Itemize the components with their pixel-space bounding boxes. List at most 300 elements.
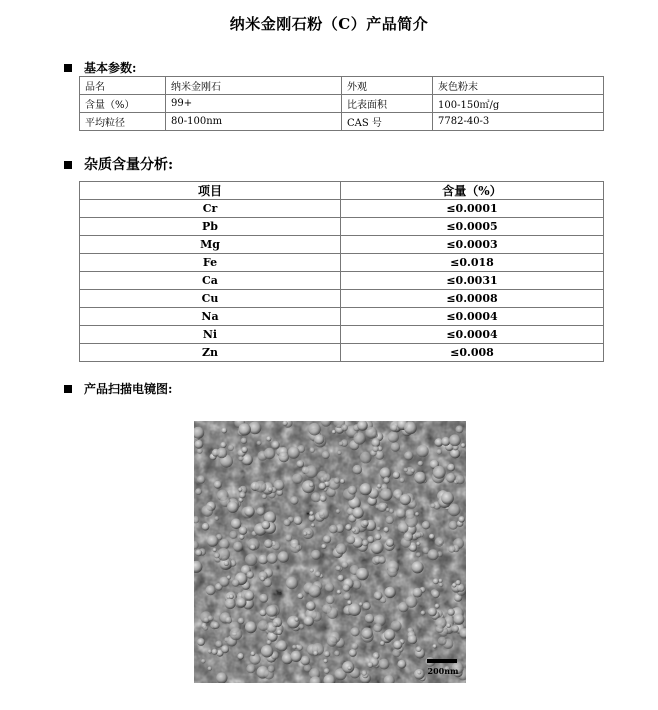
particle: [456, 580, 461, 585]
particle: [314, 434, 324, 444]
particle: [348, 486, 357, 495]
particle: [435, 604, 440, 609]
sem-heading: [64, 380, 172, 398]
element-cell: Ni: [80, 326, 341, 344]
particle: [433, 466, 446, 479]
particle: [238, 618, 245, 625]
particle: [221, 428, 227, 434]
particle: [422, 521, 430, 529]
particle: [414, 472, 426, 484]
table-cell: 纳米金刚石: [166, 77, 342, 95]
particle: [393, 472, 400, 479]
particle: [208, 666, 212, 670]
particle: [433, 578, 439, 584]
particle: [380, 641, 385, 646]
table-cell: 比表面积: [342, 95, 433, 113]
particle: [244, 506, 254, 516]
particle: [343, 593, 350, 600]
table-row: [80, 326, 604, 344]
particle: [292, 474, 303, 485]
particle: [297, 460, 305, 468]
particle: [194, 440, 203, 449]
particle: [391, 442, 400, 451]
basic-params-heading: [64, 59, 136, 77]
particle: [238, 488, 242, 492]
particle: [392, 649, 401, 658]
particle: [348, 603, 361, 616]
particle: [429, 534, 435, 540]
particle: [356, 568, 369, 581]
particle: [225, 617, 232, 624]
particle: [319, 483, 326, 490]
particle: [276, 640, 287, 651]
particle: [260, 576, 265, 581]
particle: [416, 542, 420, 546]
particle: [404, 468, 408, 472]
particle: [229, 531, 237, 539]
particle: [451, 625, 459, 633]
particle: [260, 609, 267, 616]
particle: [373, 623, 382, 632]
particle: [201, 659, 206, 664]
table-row: [80, 113, 604, 131]
particle: [367, 536, 374, 543]
particle: [225, 598, 236, 609]
particle: [372, 446, 378, 452]
impurity-heading: [64, 156, 173, 174]
particle: [203, 625, 208, 630]
particle: [311, 523, 315, 527]
particle: [305, 465, 318, 478]
element-cell: Na: [80, 308, 341, 326]
particle: [297, 593, 303, 599]
particle: [430, 503, 435, 508]
particle: [271, 441, 280, 450]
column-header-item: 项目: [80, 182, 341, 200]
particle: [262, 494, 267, 499]
column-header-content: 含量（%）: [341, 182, 604, 200]
particle: [413, 588, 423, 598]
particle: [208, 615, 214, 621]
particle: [290, 496, 298, 504]
particle: [292, 645, 297, 650]
particle: [384, 587, 395, 598]
particle: [436, 625, 444, 633]
particle: [437, 449, 443, 455]
particle: [207, 535, 219, 547]
particle: [406, 596, 418, 608]
particle: [272, 622, 277, 627]
particle: [208, 649, 212, 653]
particle: [439, 583, 443, 587]
particle: [375, 534, 382, 541]
particle: [416, 552, 421, 557]
scale-bar-label: 200nm: [427, 666, 459, 676]
particle: [264, 539, 273, 548]
particle: [349, 649, 357, 657]
particle: [278, 551, 289, 562]
particle: [400, 494, 411, 505]
particle: [456, 426, 464, 434]
content-cell: ≤0.018: [341, 254, 604, 272]
particle: [241, 447, 247, 453]
particle: [262, 521, 271, 530]
particle: [264, 448, 275, 459]
particle: [352, 581, 361, 590]
particle: [397, 660, 406, 669]
table-row: [80, 290, 604, 308]
particle: [237, 598, 247, 608]
particle: [288, 447, 300, 459]
particle: [304, 616, 314, 626]
particle: [336, 543, 347, 554]
element-cell: Mg: [80, 236, 341, 254]
particle: [401, 537, 412, 548]
particle: [197, 638, 205, 646]
particle: [239, 423, 251, 435]
particle: [371, 541, 384, 554]
particle: [221, 645, 229, 653]
particle: [307, 531, 312, 536]
particle: [295, 617, 299, 621]
particle: [380, 488, 392, 500]
particle: [351, 627, 360, 636]
table-row: [80, 77, 604, 95]
particle: [329, 525, 338, 534]
particle: [417, 670, 421, 674]
particle: [411, 468, 416, 473]
particle: [309, 515, 316, 522]
particle: [324, 668, 330, 674]
particle: [446, 623, 451, 628]
particle: [325, 583, 334, 592]
particle: [303, 532, 307, 536]
scale-bar: [427, 659, 457, 663]
particle: [230, 628, 243, 641]
particle: [311, 550, 321, 560]
particle: [231, 519, 242, 530]
basic-params-table: [79, 76, 604, 131]
content-cell: ≤0.0008: [341, 290, 604, 308]
page-title: 纳米金刚石粉（C）产品简介: [229, 15, 429, 33]
particle: [214, 481, 222, 489]
particle: [438, 637, 447, 646]
particle: [212, 649, 218, 655]
table-row: [80, 254, 604, 272]
particle: [197, 475, 205, 483]
particle: [380, 467, 391, 478]
particle: [299, 624, 305, 630]
content-cell: ≤0.0004: [341, 308, 604, 326]
particle: [378, 503, 387, 512]
particle: [245, 621, 257, 633]
particle: [315, 571, 321, 577]
particle: [246, 571, 253, 578]
sem-image: [194, 421, 466, 683]
particle: [339, 442, 344, 447]
particle: [388, 431, 399, 442]
element-cell: Cu: [80, 290, 341, 308]
particle: [306, 601, 316, 611]
particle: [418, 461, 424, 467]
particle: [343, 584, 350, 591]
particle: [310, 568, 314, 572]
content-cell: ≤0.0004: [341, 326, 604, 344]
particle: [202, 505, 214, 517]
element-cell: Fe: [80, 254, 341, 272]
content-cell: ≤0.008: [341, 344, 604, 362]
particle: [384, 629, 395, 640]
particle: [266, 436, 271, 441]
particle: [279, 452, 290, 463]
table-cell: 外观: [342, 77, 433, 95]
particle: [259, 594, 268, 603]
particle: [361, 627, 373, 639]
particle: [213, 548, 217, 552]
particle: [337, 590, 342, 595]
particle: [346, 535, 355, 544]
particle: [215, 516, 220, 521]
square-bullet-icon: [64, 385, 72, 393]
element-cell: Pb: [80, 218, 341, 236]
square-bullet-icon: [64, 64, 72, 72]
particle: [250, 544, 256, 550]
particle: [195, 549, 202, 556]
particle: [415, 532, 421, 538]
particle: [341, 424, 348, 431]
particle: [398, 522, 409, 533]
particle: [323, 659, 327, 663]
particle: [353, 432, 365, 444]
particle: [352, 507, 363, 518]
particle: [387, 567, 397, 577]
particle: [311, 492, 321, 502]
particle: [258, 555, 268, 565]
particle: [302, 480, 315, 493]
table-cell: 7782-40-3: [433, 113, 604, 131]
particle: [321, 544, 326, 549]
particle: [232, 579, 240, 587]
table-cell: CAS 号: [342, 113, 433, 131]
particle: [245, 554, 257, 566]
particle: [441, 437, 450, 446]
impurity-heading-text: 杂质含量分析:: [84, 157, 174, 173]
particle: [239, 534, 244, 539]
particle: [261, 645, 273, 657]
particle: [309, 482, 314, 487]
particle: [352, 643, 359, 650]
table-cell: 80-100nm: [166, 113, 342, 131]
particle: [360, 452, 372, 464]
sem-heading-text: 产品扫描电镜图:: [84, 382, 173, 396]
particle: [393, 641, 402, 650]
particle: [320, 495, 327, 502]
table-cell: 含量（%）: [80, 95, 166, 113]
particle: [367, 662, 373, 668]
particle: [404, 422, 417, 435]
particle: [332, 430, 336, 434]
particle: [257, 441, 262, 446]
particle: [284, 519, 291, 526]
particle: [449, 521, 458, 530]
particle: [227, 575, 231, 579]
particle: [237, 653, 244, 660]
particle: [202, 523, 210, 531]
particle: [363, 602, 371, 610]
particle: [308, 423, 321, 436]
particle: [383, 477, 390, 484]
particle: [327, 608, 338, 619]
table-row: [80, 95, 604, 113]
particle: [272, 542, 281, 551]
particle: [267, 553, 278, 564]
particle: [438, 579, 442, 583]
particle: [294, 516, 303, 525]
particle: [238, 456, 243, 461]
particle: [399, 477, 404, 482]
particle: [268, 665, 275, 672]
particle: [266, 605, 278, 617]
particle: [277, 630, 282, 635]
particle: [267, 640, 272, 645]
particle: [365, 427, 377, 439]
particle: [334, 477, 340, 483]
particle: [217, 448, 228, 459]
particle: [286, 577, 298, 589]
particle: [453, 614, 464, 625]
particle: [441, 492, 454, 505]
particle: [327, 636, 338, 647]
particle: [313, 651, 318, 656]
particle: [404, 451, 413, 460]
particle: [340, 479, 345, 484]
particle: [239, 526, 248, 535]
particle: [448, 546, 455, 553]
table-row: [80, 218, 604, 236]
particle: [323, 474, 331, 482]
particle: [213, 622, 220, 629]
particle: [220, 442, 226, 448]
particle: [297, 645, 303, 651]
element-cell: Zn: [80, 344, 341, 362]
particle: [335, 566, 341, 572]
table-cell: 品名: [80, 77, 166, 95]
particle: [233, 542, 243, 552]
particle: [408, 635, 418, 645]
particle: [309, 511, 313, 515]
particle: [255, 481, 267, 493]
particle: [447, 464, 455, 472]
particle: [386, 516, 394, 524]
particle: [415, 512, 419, 516]
particle: [459, 516, 465, 522]
particle: [432, 590, 440, 598]
particle: [290, 543, 300, 553]
particle: [433, 644, 437, 648]
particle: [389, 509, 394, 514]
particle: [246, 664, 255, 673]
square-bullet-icon: [64, 161, 72, 169]
particle: [428, 608, 437, 617]
particle: [377, 484, 382, 489]
particle: [241, 438, 247, 444]
particle: [244, 591, 254, 601]
particle: [377, 527, 381, 531]
particle: [378, 556, 385, 563]
content-cell: ≤0.0031: [341, 272, 604, 290]
particle: [416, 445, 428, 457]
particle: [215, 641, 222, 648]
content-cell: ≤0.0003: [341, 236, 604, 254]
particle: [338, 575, 345, 582]
table-cell: 平均粒径: [80, 113, 166, 131]
particle: [416, 646, 422, 652]
particle: [334, 651, 340, 657]
particle: [384, 527, 390, 533]
particle: [326, 595, 335, 604]
particle: [386, 539, 394, 547]
particle: [361, 670, 367, 676]
table-row: [80, 236, 604, 254]
table-header-row: [80, 182, 604, 200]
particle: [229, 594, 234, 599]
particle: [456, 475, 465, 484]
particle: [206, 585, 216, 595]
particle: [337, 451, 341, 455]
particle: [448, 504, 461, 517]
particle: [319, 509, 330, 520]
impurity-table: [79, 181, 604, 362]
particle: [409, 544, 417, 552]
table-row: [80, 308, 604, 326]
particle: [345, 524, 352, 531]
particle: [224, 561, 229, 566]
particle: [268, 487, 273, 492]
content-cell: ≤0.0005: [341, 218, 604, 236]
particle: [428, 549, 439, 560]
element-cell: Ca: [80, 272, 341, 290]
basic-params-heading-text: 基本参数:: [84, 61, 137, 75]
particle: [435, 537, 444, 546]
particle: [336, 509, 341, 514]
table-row: [80, 272, 604, 290]
particle: [309, 585, 322, 598]
particle: [310, 447, 315, 452]
particle: [219, 539, 230, 550]
particle: [285, 534, 292, 541]
element-cell: Cr: [80, 200, 341, 218]
particle: [291, 651, 302, 662]
particle: [360, 483, 372, 495]
content-cell: ≤0.0001: [341, 200, 604, 218]
particle: [411, 561, 423, 573]
particle: [342, 562, 349, 569]
particle: [322, 451, 330, 459]
particle: [195, 488, 202, 495]
particle: [251, 651, 256, 656]
particle: [323, 535, 331, 543]
particle: [379, 659, 390, 670]
particle: [197, 448, 203, 454]
table-row: [80, 344, 604, 362]
sem-micrograph: [194, 421, 466, 683]
particle: [449, 434, 461, 446]
particle: [227, 501, 239, 513]
particle: [228, 445, 234, 451]
table-cell: 灰色粉末: [433, 77, 604, 95]
particle: [396, 509, 406, 519]
particle: [352, 528, 356, 532]
